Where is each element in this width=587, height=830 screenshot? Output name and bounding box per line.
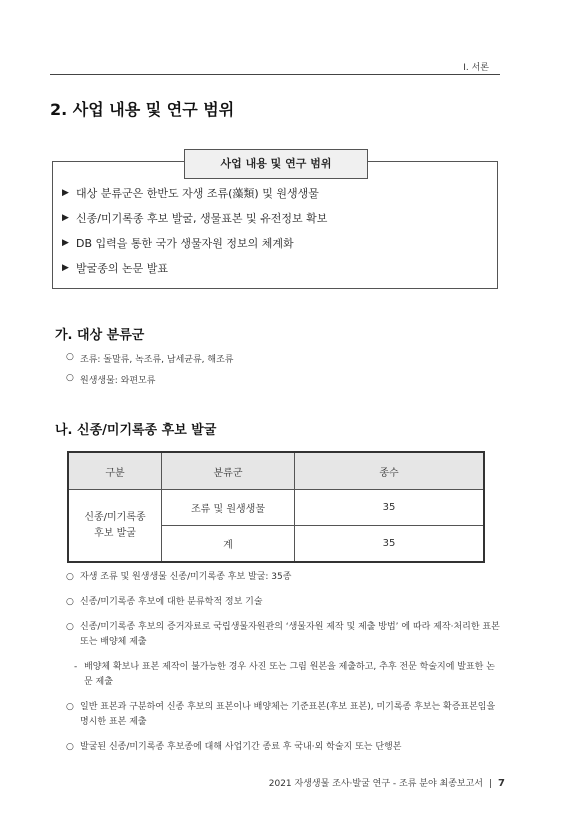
list-item [66,373,233,386]
taxon-bullet-list [66,352,233,386]
circle-bullet-icon: ○ [66,702,74,712]
table-header-cell: 종수 [295,452,485,490]
table-cell-taxon: 조류 및 원생생물 [162,490,295,526]
table-row [68,490,484,526]
table-group-cell [68,490,162,563]
page-footer [269,776,505,789]
table-cell-taxon: 계 [162,526,295,563]
note-item [66,740,502,755]
note-item [66,620,502,650]
report-title: 2021 자생생물 조사·발굴 연구 - 조류 분야 최종보고서 [268,779,483,789]
scope-item-text: 대상 분류군은 한반도 자생 조류(藻類) 및 원생생물 [76,187,319,200]
note-text: 발굴된 신종/미기록종 후보종에 대해 사업기간 종료 후 국내·외 학술지 또는 단행본 [80,742,402,752]
subsection-title-a: 가. 대상 분류군 [55,328,145,343]
circle-bullet-icon: ○ [66,597,74,607]
subsection-title-b: 나. 신종/미기록종 후보 발굴 [55,423,217,438]
scope-item-text: 발굴종의 논문 발표 [76,262,169,275]
list-item [66,352,233,365]
triangle-bullet-icon: ▶ [62,213,69,223]
scope-item [62,236,327,261]
scope-item-list [62,186,327,286]
circle-bullet-icon: ○ [66,742,74,752]
note-subitem [74,660,502,690]
note-text: 일반 표본과 구분하여 신종 후보의 표본이나 배양체는 기준표본(후보 표본), 미기록종 후보는 확증표본임을 명시한 표본 제출 [80,702,496,727]
note-item [66,570,502,585]
dash-bullet-icon: - [74,662,78,672]
table-header-row [68,452,484,490]
scope-box-title: 사업 내용 및 연구 범위 [184,149,368,179]
table-header-cell: 구분 [68,452,162,490]
triangle-bullet-icon: ▶ [62,238,69,248]
section-title: 2. 사업 내용 및 연구 범위 [50,100,235,119]
circle-bullet-icon: ○ [66,373,74,383]
circle-bullet-icon: ○ [66,572,74,582]
note-text: 자생 조류 및 원생생물 신종/미기록종 후보 발굴: 35종 [80,572,292,582]
table-cell-count: 35 [295,526,485,563]
table-header-cell: 분류군 [162,452,295,490]
circle-bullet-icon: ○ [66,622,74,632]
scope-item [62,211,327,236]
list-item-text: 원생생물: 와편모류 [80,376,156,386]
note-item [66,595,502,610]
scope-item [62,261,327,286]
header-divider [50,74,500,75]
note-text: 신종/미기록종 후보의 증거자료로 국립생물자원관의 ‘생물자원 제작 및 제출 방법’ 에 따라 제작·처리한 표본 또는 배양체 제출 [80,622,500,647]
group-label-line2: 후보 발굴 [94,527,136,539]
notes-list [66,570,502,765]
scope-item-text: 신종/미기록종 후보 발굴, 생물표본 및 유전정보 확보 [76,212,328,225]
scope-item-text: DB 입력을 통한 국가 생물자원 정보의 체계화 [76,237,294,250]
circle-bullet-icon: ○ [66,352,74,362]
note-text: 배양체 확보나 표본 제작이 불가능한 경우 사진 또는 그림 원본을 제출하고, 추후 전문 학술지에 발표한 논문 제출 [84,662,495,687]
page-number: 7 [498,778,505,789]
scope-item [62,186,327,211]
group-label-line1: 신종/미기록종 [84,511,146,523]
table-cell-count: 35 [295,490,485,526]
note-text: 신종/미기록종 후보에 대한 분류학적 정보 기술 [80,597,263,607]
triangle-bullet-icon: ▶ [62,263,69,273]
chapter-label: I. 서론 [463,63,489,73]
footer-separator: | [488,779,493,789]
list-item-text: 조류: 돌말류, 녹조류, 남세균류, 해조류 [80,355,234,365]
candidate-table [67,451,485,563]
note-item [66,700,502,730]
triangle-bullet-icon: ▶ [62,188,69,198]
